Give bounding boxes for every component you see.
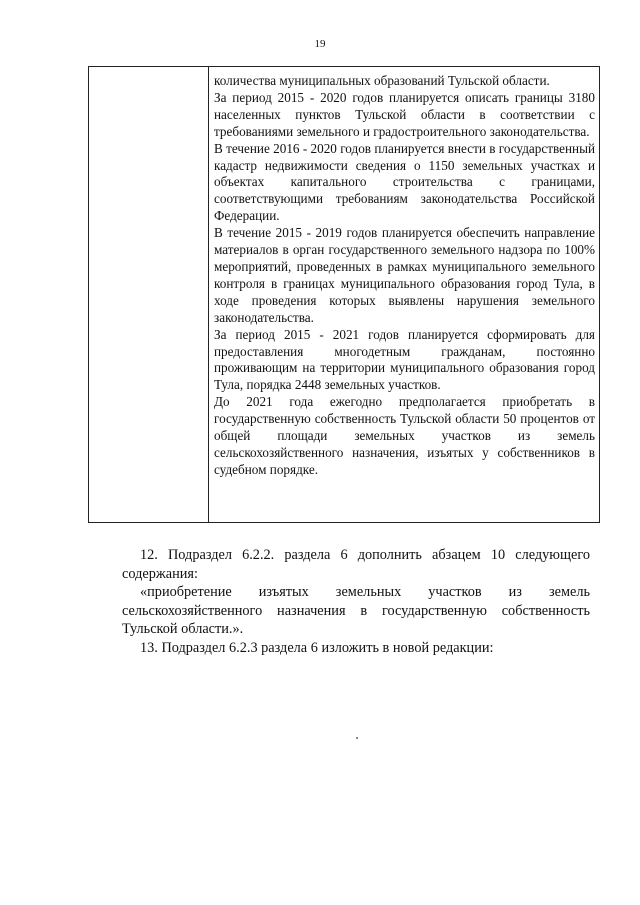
page-number: 19 <box>314 38 326 50</box>
table-paragraph: За период 2015 - 2020 годов планируется описать границы 3180 населенных пунктов Тульской области в соответствии с требованиями земельного и градостроительного законодательства. <box>214 89 595 139</box>
document-body <box>122 546 590 658</box>
item-13-paragraph: 13. Подраздел 6.2.3 раздела 6 изложить в новой редакции: <box>140 639 494 656</box>
program-table <box>88 66 600 523</box>
table-column-divider <box>208 67 209 522</box>
table-left-cell <box>89 67 208 522</box>
table-paragraph: До 2021 года ежегодно предполагается приобретать в государственную собственность Тульской области 50 процентов от общей площади земельных участков из земель сельскохозяйственного назначения, изъятых у собственников в судебном порядке. <box>214 394 595 477</box>
table-paragraph: За период 2015 - 2021 годов планируется сформировать для предоставления многодетным гражданам, постоянно проживающим на территории муниципального образования город Тула, порядка 2448 земельных участков. <box>214 326 595 393</box>
table-paragraph: В течение 2016 - 2020 годов планируется внести в государственный кадастр недвижимости сведения о 1150 земельных участках и объектах капитального строительства с границами, соответствующими требованиям законодательства Российской Федерации. <box>214 140 595 224</box>
table-right-cell <box>214 73 595 479</box>
quote-paragraph: «приобретение изъятых земельных участков из земель сельскохозяйственного назначения в государственную собственность Тульской области.». <box>122 584 590 638</box>
scan-speck <box>356 737 358 739</box>
item-12-paragraph: 12. Подраздел 6.2.2. раздела 6 дополнить абзацем 10 следующего содержания: <box>122 547 590 582</box>
table-paragraph: количества муниципальных образований Тульской области. <box>214 73 550 88</box>
table-paragraph: В течение 2015 - 2019 годов планируется обеспечить направление материалов в орган государственного земельного надзора по 100% мероприятий, проведенных в рамках муниципального земельного контроля в границах муниципального образования город Тула, в ходе проведения которых выявлены нарушения земельного законодательства. <box>214 225 595 325</box>
